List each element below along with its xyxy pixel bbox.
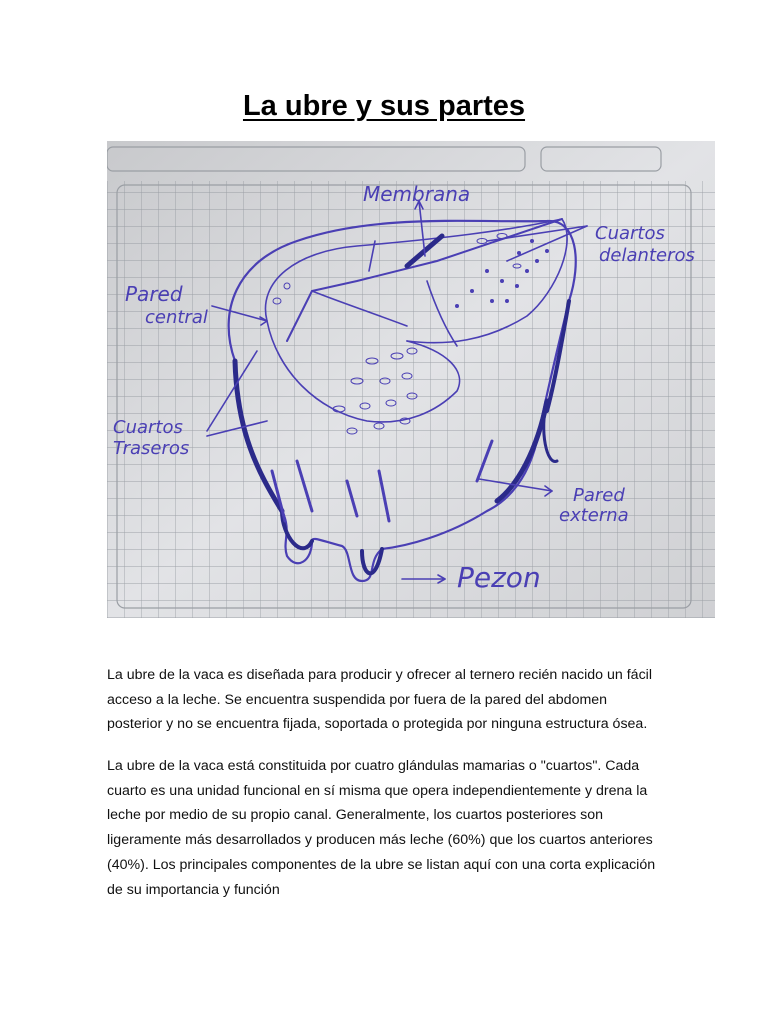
udder-diagram-photo — [107, 141, 715, 618]
page-title: La ubre y sus partes — [242, 90, 526, 122]
label-cuartos-delanteros-line2: delanteros — [599, 245, 695, 266]
label-cuartos-traseros-line1: Cuartos — [113, 417, 183, 438]
label-pared-central-line2: central — [145, 307, 208, 328]
label-pared-externa-line2: externa — [559, 505, 629, 526]
paragraph-cuartos: La ubre de la vaca está constituida por cuatro glándulas mamarias o "cuartos". Cada cuarto es una unidad funcional en sí misma que opera independientemente y drena la leche por medio de su propio canal. Generalmente, los cuartos posteriores son ligeramente más desarrollados y producen más leche (60%) que los cuartos anteriores (40%). Los principales componentes de la ubre se listan aquí con una corta explicación de su importancia y función — [107, 758, 656, 898]
label-cuartos-traseros-line2: Traseros — [113, 438, 190, 459]
paragraph-intro: La ubre de la vaca es diseñada para producir y ofrecer al ternero recién nacido un fácil acceso a la leche. Se encuentra suspendida por fuera de la pared del abdomen posterior y no se encuentra fijada, soportada o protegida por ninguna estructura ósea. — [107, 667, 652, 733]
label-pared-central-line1: Pared — [125, 282, 183, 306]
label-cuartos-delanteros-line1: Cuartos — [595, 223, 665, 244]
label-pared-externa-line1: Pared — [573, 485, 625, 506]
label-membrana: Membrana — [363, 182, 471, 206]
label-pezon: Pezon — [457, 561, 541, 594]
